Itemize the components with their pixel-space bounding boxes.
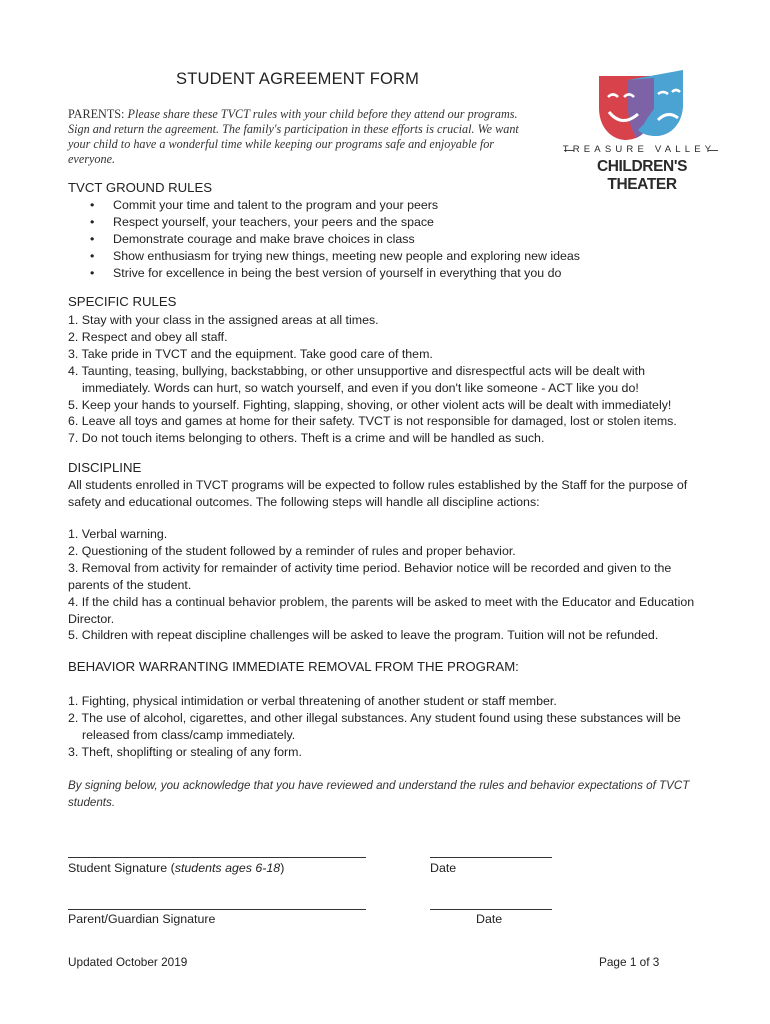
list-item: 4. Taunting, teasing, bullying, backstabbing, or other unsupportive and disrespectful acts will be dealt with immediately. Words can hurt, so watch yourself, and even if you don't like someone - ACT like you do! bbox=[68, 363, 645, 395]
list-item: • Show enthusiasm for trying new things, meeting new people and exploring new ideas bbox=[68, 248, 708, 265]
list-item: 3. Take pride in TVCT and the equipment. Take good care of them. bbox=[68, 346, 433, 361]
parent-signature-label: Parent/Guardian Signature bbox=[68, 912, 216, 926]
updated-date: Updated October 2019 bbox=[68, 955, 188, 969]
student-signature-label bbox=[68, 861, 284, 875]
list-item: 3. Theft, shoplifting or stealing of any form. bbox=[68, 744, 302, 759]
list-item: 5. Keep your hands to yourself. Fighting, slapping, shoving, or other violent acts will be dealt with immediately! bbox=[68, 397, 672, 412]
removal-heading: BEHAVIOR WARRANTING IMMEDIATE REMOVAL FROM THE PROGRAM: bbox=[68, 659, 519, 674]
intro-lead: PARENTS: bbox=[68, 107, 128, 121]
list-item: 4. If the child has a continual behavior problem, the parents will be asked to meet with the Educator and Education Director. bbox=[68, 594, 695, 626]
page-title: STUDENT AGREEMENT FORM bbox=[176, 70, 420, 88]
theater-logo bbox=[562, 64, 722, 193]
discipline-intro: All students enrolled in TVCT programs will be expected to follow rules established by the Staff for the purpose of safety and educational outcomes. The following steps will handle all discipline actions: bbox=[68, 478, 688, 509]
student-date-line[interactable] bbox=[430, 857, 552, 858]
list-item: 2. The use of alcohol, cigarettes, and other illegal substances. Any student found using these substances will be released from class/camp immediately. bbox=[68, 710, 681, 742]
list-item: 2. Respect and obey all staff. bbox=[68, 329, 228, 344]
list-item: • Strive for excellence in being the best version of yourself in everything that you do bbox=[68, 265, 708, 282]
intro-text: Please share these TVCT rules with your child before they attend our programs. Sign and return the agreement. The family's participation in these efforts is crucial. We want your child to have a wonderful time while keeping our programs safe and enjoyable for everyone. bbox=[68, 107, 519, 166]
acknowledgement-text: By signing below, you acknowledge that you have reviewed and understand the rules and behavior expectations of TVCT students. bbox=[68, 779, 690, 809]
student-signature-label-close: ) bbox=[280, 861, 285, 875]
discipline-heading: DISCIPLINE bbox=[68, 460, 142, 475]
list-item: 2. Questioning of the student followed by a reminder of rules and proper behavior. bbox=[68, 543, 516, 558]
list-item: • Demonstrate courage and make brave choices in class bbox=[68, 231, 708, 248]
parent-date-label: Date bbox=[476, 912, 503, 926]
list-item: 6. Leave all toys and games at home for their safety. TVCT is not responsible for damaged, lost or stolen items. bbox=[68, 414, 677, 429]
student-signature-line[interactable] bbox=[68, 857, 366, 858]
student-date-label: Date bbox=[430, 861, 457, 875]
student-ages-note: students ages 6-18 bbox=[174, 861, 281, 875]
specific-rules-list bbox=[68, 312, 702, 447]
list-item: • Commit your time and talent to the program and your peers bbox=[68, 197, 708, 214]
ground-rules-heading: TVCT GROUND RULES bbox=[68, 180, 213, 195]
specific-rules-heading: SPECIFIC RULES bbox=[68, 294, 177, 309]
logo-line2: CHILDREN'S THEATER bbox=[596, 158, 688, 193]
removal-list bbox=[68, 693, 702, 761]
logo-line1: TREASURE VALLEY bbox=[562, 144, 716, 155]
list-item: 5. Children with repeat discipline challenges will be asked to leave the program. Tuition will not be refunded. bbox=[68, 628, 659, 643]
discipline-steps bbox=[68, 526, 708, 644]
list-item: • Respect yourself, your teachers, your peers and the space bbox=[68, 214, 708, 231]
intro-paragraph bbox=[68, 107, 528, 167]
list-item: 1. Fighting, physical intimidation or verbal threatening of another student or staff member. bbox=[68, 694, 557, 708]
student-signature-label-text: Student Signature ( bbox=[68, 861, 175, 875]
list-item: 7. Do not touch items belonging to others. Theft is a crime and will be handled as such. bbox=[68, 431, 545, 446]
theater-masks-icon bbox=[562, 64, 722, 144]
list-item: 1. Verbal warning. bbox=[68, 527, 168, 541]
list-item: 1. Stay with your class in the assigned areas at all times. bbox=[68, 313, 379, 327]
parent-date-line[interactable] bbox=[430, 909, 552, 910]
list-item: 3. Removal from activity for remainder of activity time period. Behavior notice will be recorded and given to the parents of the student. bbox=[68, 560, 672, 592]
ground-rules-list bbox=[68, 197, 708, 282]
parent-signature-line[interactable] bbox=[68, 909, 366, 910]
page-number: Page 1 of 3 bbox=[599, 955, 660, 969]
